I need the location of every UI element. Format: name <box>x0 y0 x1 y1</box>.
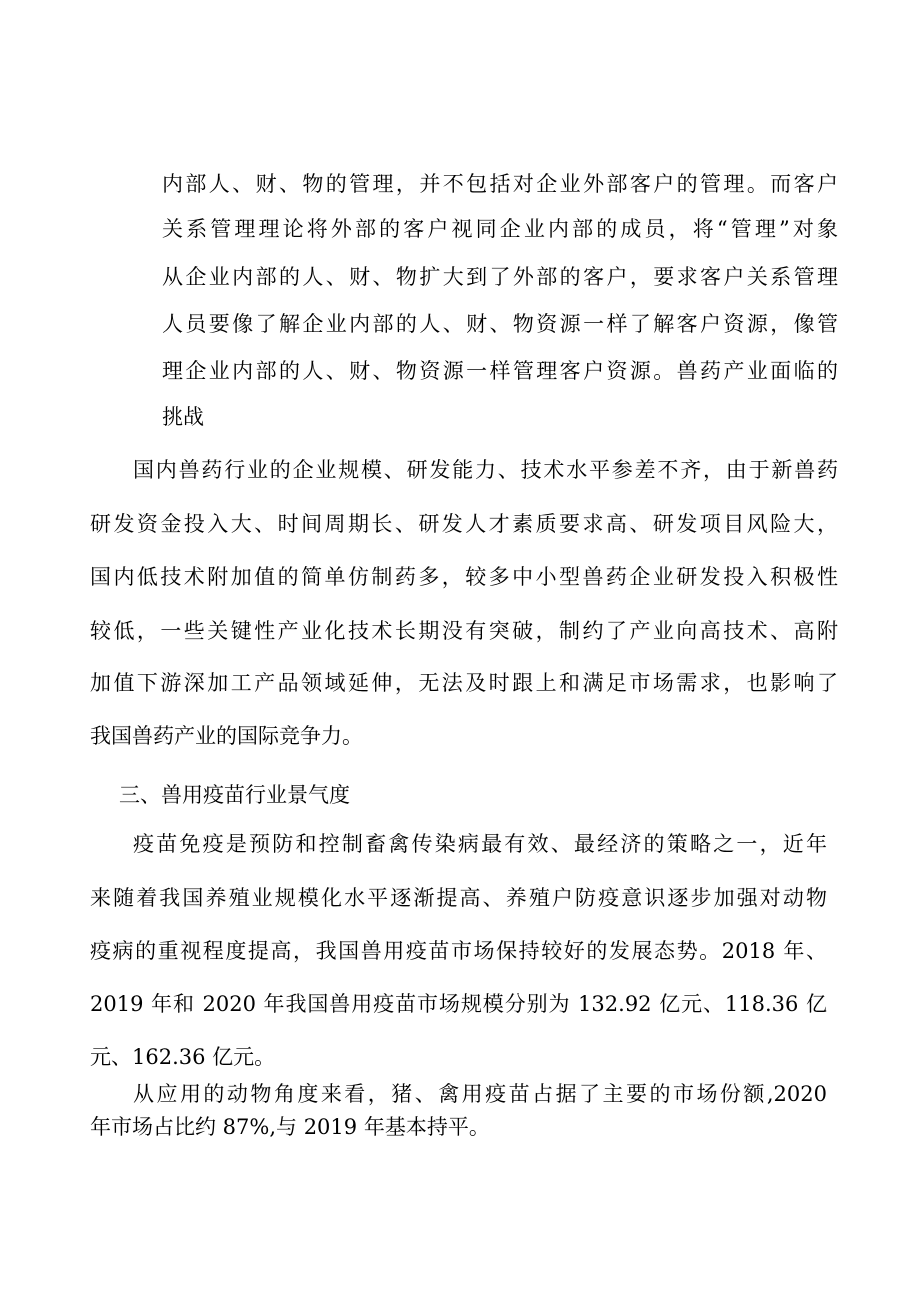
text-line: 元、162.36 亿元。 <box>90 1045 276 1069</box>
text-line: 内部人、财、物的管理，并不包括对企业外部客户的管理。而客户 <box>162 172 838 196</box>
text-line: 2019 年和 2020 年我国兽用疫苗市场规模分别为 132.92 亿元、118.36 亿 <box>90 992 827 1016</box>
text-line: 从应用的动物角度来看，猪、禽用疫苗占据了主要的市场份额,2020 <box>133 1082 827 1106</box>
text-line: 来随着我国养殖业规模化水平逐渐提高、养殖户防疫意识逐步加强对动物 <box>90 886 827 910</box>
text-line: 年市场占比约 87%,与 2019 年基本持平。 <box>90 1115 490 1139</box>
text-line: 关系管理理论将外部的客户视同企业内部的成员，将“管理”对象 <box>162 217 838 241</box>
text-line: 理企业内部的人、财、物资源一样管理客户资源。兽药产业面临的 <box>162 359 838 383</box>
text-line: 较低，一些关键性产业化技术长期没有突破，制约了产业向高技术、高附 <box>90 619 838 643</box>
text-line: 国内兽药行业的企业规模、研发能力、技术水平参差不齐，由于新兽药 <box>133 458 838 482</box>
text-line: 我国兽药产业的国际竞争力。 <box>90 724 363 748</box>
text-line: 疫病的重视程度提高，我国兽用疫苗市场保持较好的发展态势。2018 年、 <box>90 939 827 963</box>
text-line: 加值下游深加工产品领域延伸，无法及时跟上和满足市场需求，也影响了 <box>90 671 838 695</box>
text-line: 疫苗免疫是预防和控制畜禽传染病最有效、最经济的策略之一，近年 <box>133 832 827 856</box>
text-line: 从企业内部的人、财、物扩大到了外部的客户，要求客户关系管理 <box>162 265 838 289</box>
text-line: 挑战 <box>162 405 204 429</box>
text-line: 人员要像了解企业内部的人、财、物资源一样了解客户资源，像管 <box>162 312 838 336</box>
section-heading: 三、兽用疫苗行业景气度 <box>119 783 350 807</box>
text-line: 研发资金投入大、时间周期长、研发人才素质要求高、研发项目风险大， <box>90 512 838 536</box>
text-line: 国内低技术附加值的简单仿制药多，较多中小型兽药企业研发投入积极性 <box>90 565 838 589</box>
